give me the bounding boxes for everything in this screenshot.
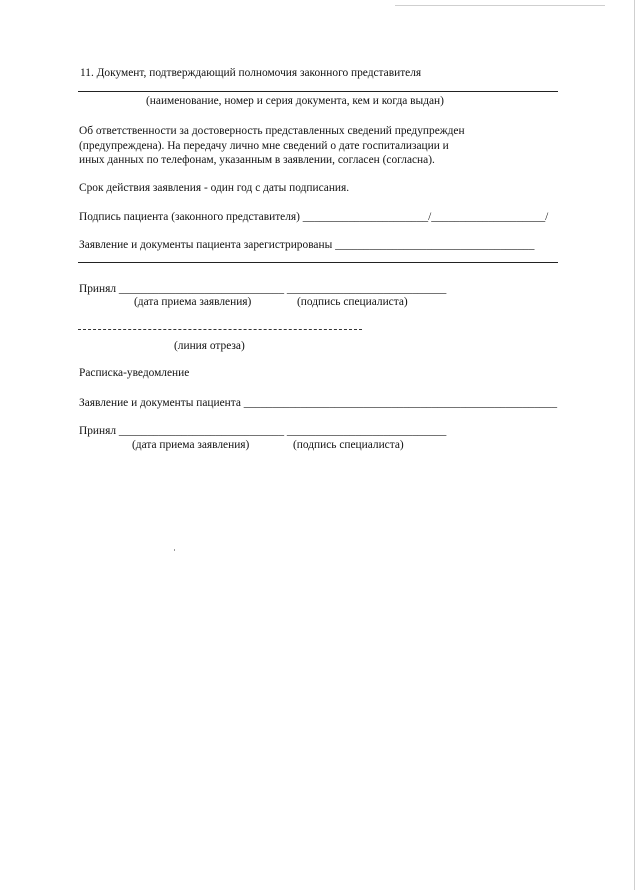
cut-line-caption: (линия отреза): [174, 340, 245, 352]
receipt-docs-line: Заявление и документы пациента _______________________________________________________: [79, 397, 558, 409]
registered-extra-line: [78, 262, 558, 263]
scan-top-edge: [395, 5, 605, 6]
accepted-top-sign-caption: (подпись специалиста): [297, 296, 408, 308]
accepted-bottom-sign-caption: (подпись специалиста): [293, 439, 404, 451]
responsibility-line-1: Об ответственности за достоверность представленных сведений предупрежден: [79, 125, 465, 137]
cut-line: [78, 329, 362, 330]
accepted-bottom-line: Принял _____________________________ ____________________________: [79, 425, 447, 437]
patient-signature-line: Подпись пациента (законного представителя) ______________________/____________________/: [79, 211, 549, 223]
responsibility-line-2: (предупреждена). На передачу лично мне сведений о дате госпитализации и: [79, 139, 449, 152]
accepted-top-date-caption: (дата приема заявления): [134, 296, 252, 308]
item11-caption: (наименование, номер и серия документа, кем и когда выдан): [146, 95, 444, 107]
item11-answer-line: [78, 91, 558, 92]
scan-speck: [174, 549, 175, 551]
responsibility-line-3: иных данных по телефонам, указанным в заявлении, согласен (согласна).: [79, 154, 435, 166]
responsibility-paragraph: [79, 124, 465, 168]
accepted-top-line: Принял _____________________________ ____________________________: [79, 283, 447, 295]
receipt-title: Расписка-уведомление: [79, 367, 190, 379]
scan-right-edge: [634, 0, 635, 890]
accepted-bottom-date-caption: (дата приема заявления): [132, 439, 250, 451]
registered-line: Заявление и документы пациента зарегистрированы ___________________________________: [79, 239, 535, 251]
item11-label: 11. Документ, подтверждающий полномочия законного представителя: [80, 67, 422, 79]
validity-text: Срок действия заявления - один год с даты подписания.: [79, 182, 350, 194]
